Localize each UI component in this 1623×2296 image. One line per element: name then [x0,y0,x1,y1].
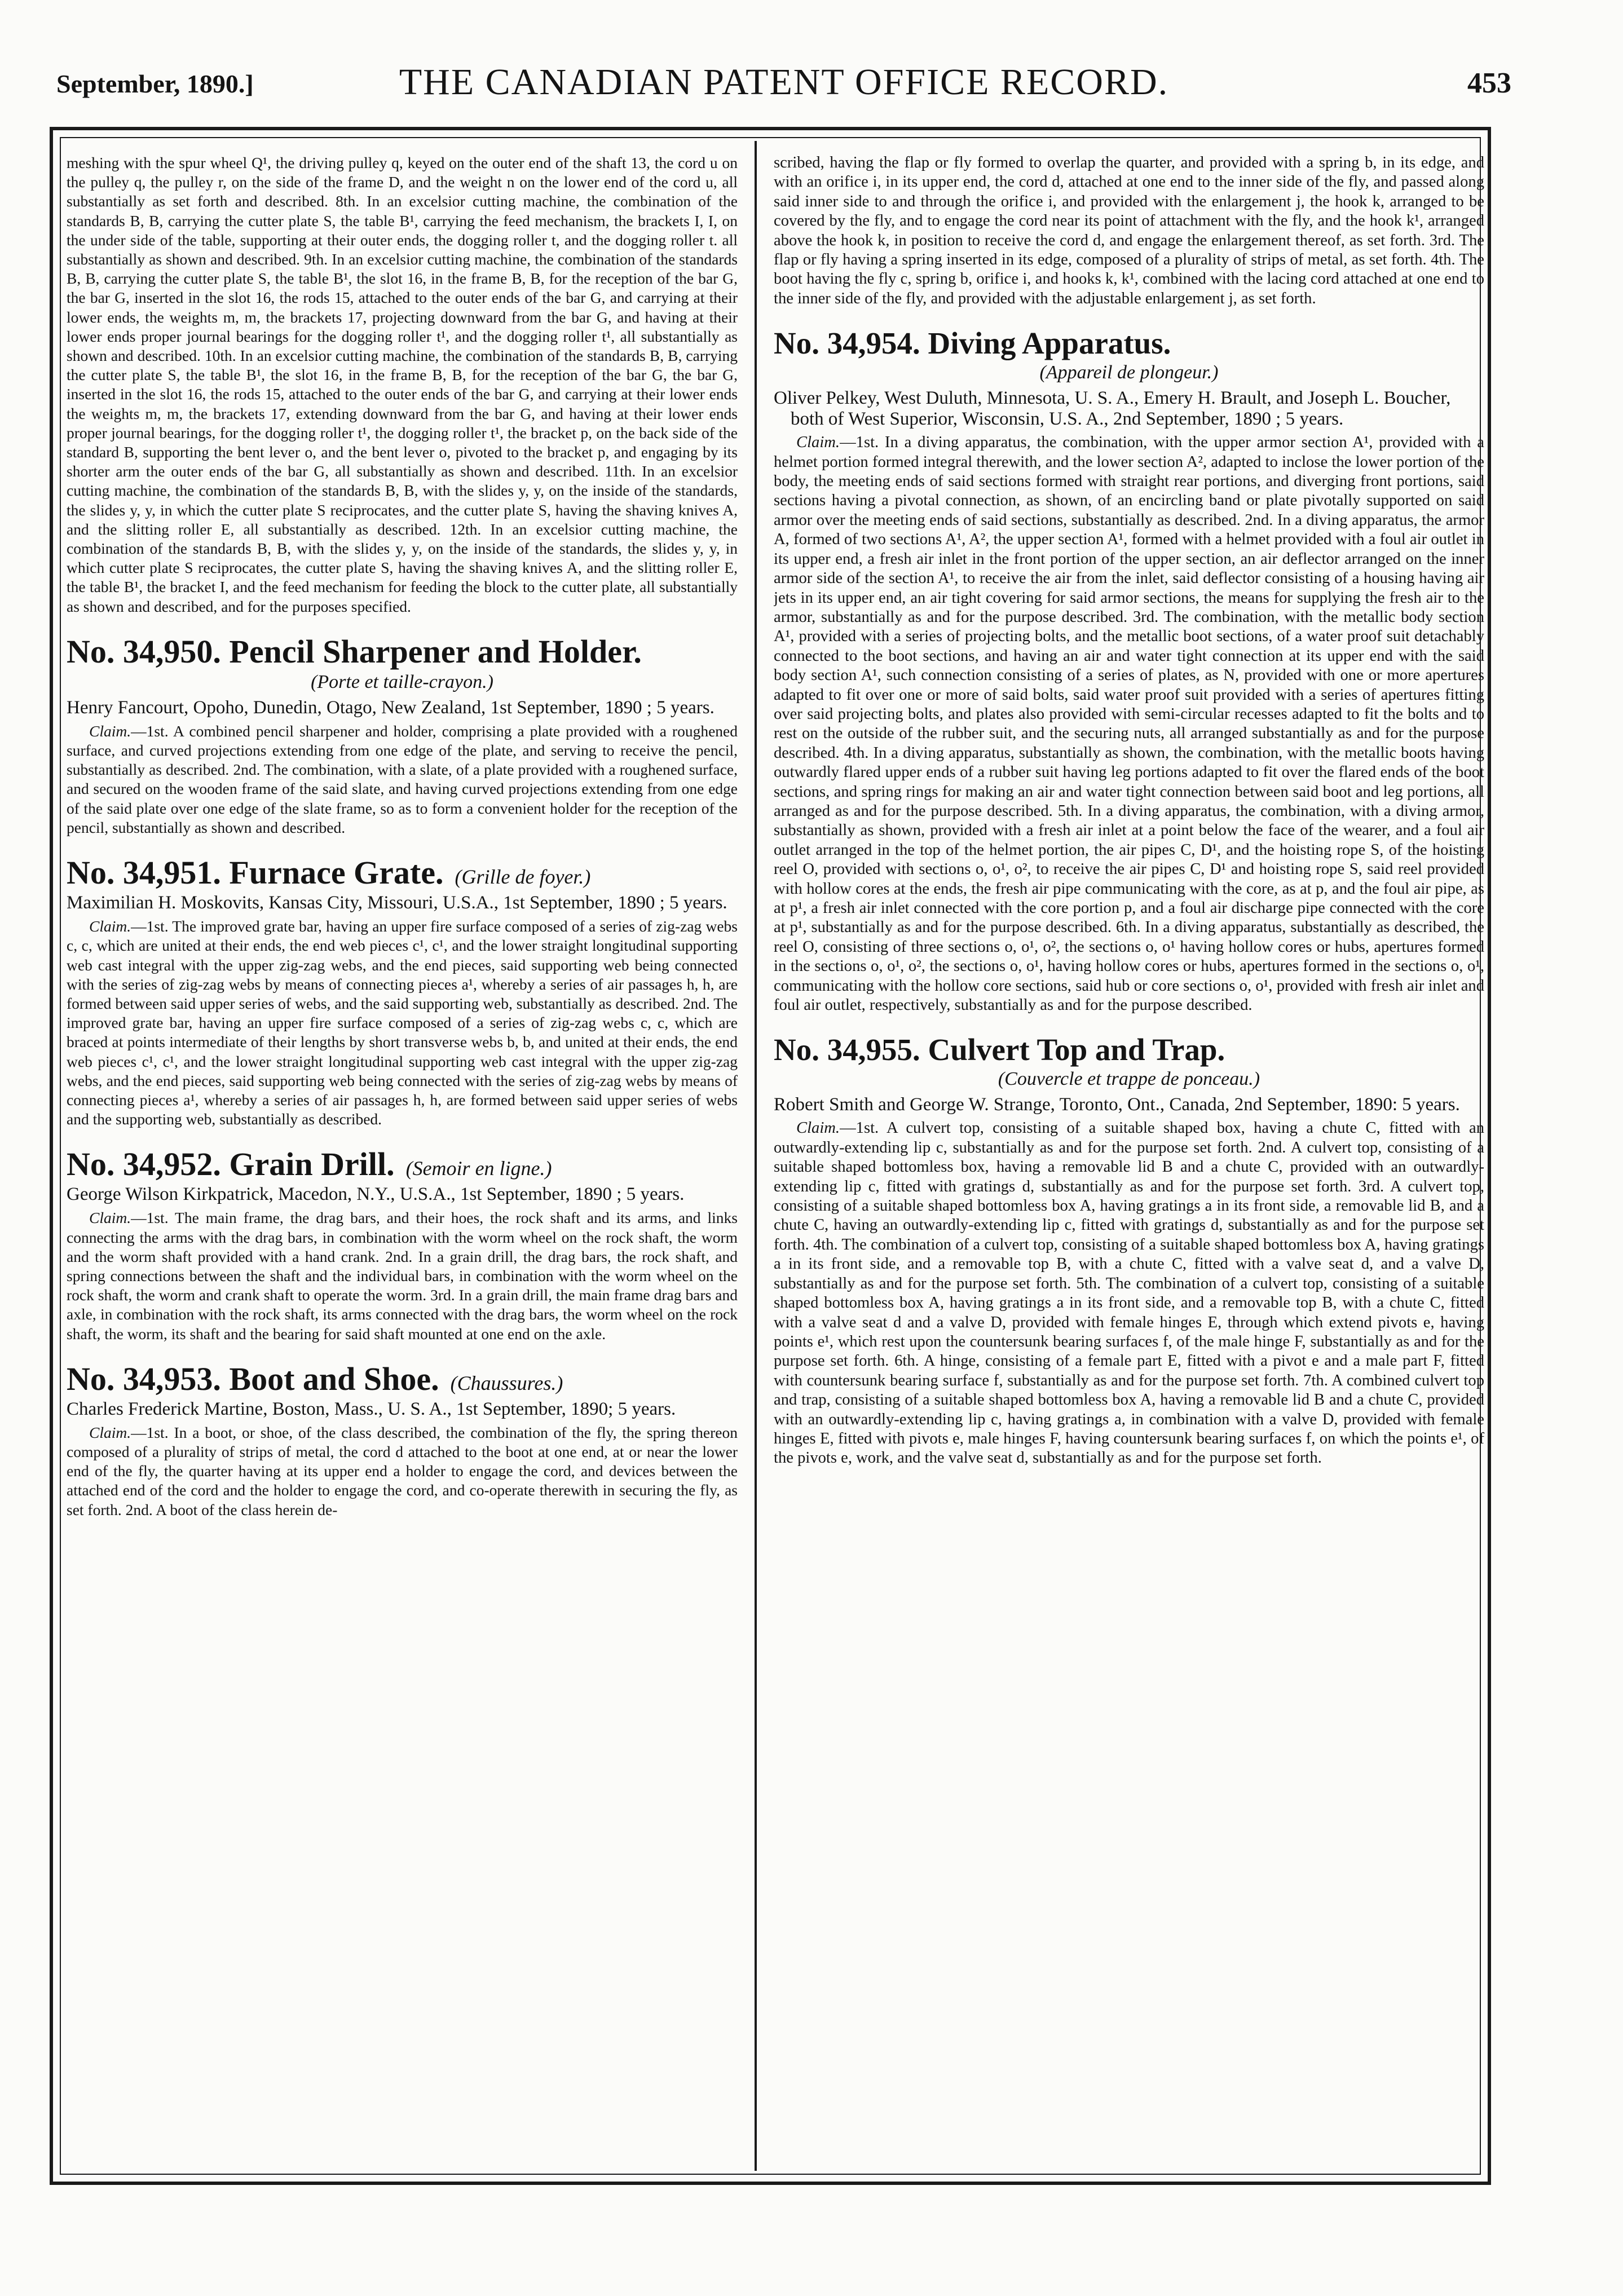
claims-text: —1st. The main frame, the drag bars, and their hoes, the rock shaft and its arms, and links connecting the arms with the drag bars, in combination with the worm wheel on the rock shaft, the worm and the worm shaft provided with a hand crank. 2nd. In a grain drill, the drag bars, the rock shaft, and spring connections between the shaft and the individual bars, in combination with the worm wheel on the rock shaft, the worm and crank shaft to operate the worm. 3rd. In a grain drill, the main frame drag bars and axle, in combination with the rock shaft, its arms connected with the drag bars, the worm wheel on the rock shaft, the worm, its shaft and the bearing for said shaft mounted at one end on the axle. [67,1209,738,1343]
patent-inventor: Henry Fancourt, Opoho, Dunedin, Otago, New Zealand, 1st September, 1890 ; 5 years. [67,697,715,718]
patent-french-title: (Chaussures.) [450,1371,563,1394]
publication-title: THE CANADIAN PATENT OFFICE RECORD. [399,61,1169,103]
patent-french-title: (Grille de foyer.) [455,866,591,889]
patent-inventor: Robert Smith and George W. Strange, Toronto, Ont., Canada, 2nd September, 1890: 5 years. [774,1094,1460,1115]
patent-french-title: (Appareil de plongeur.) [1039,362,1219,383]
claims-text: —1st. The improved grate bar, having an upper fire surface composed of a series of zig-zag webs c, c, which are united at their ends, the end web pieces c¹, c¹, and the lower straight longitudinal supporting web cast integral with the upper zig-zag webs, and the end pieces, said supporting web being connected with the series of zig-zag webs by means of connecting pieces a¹, whereby a series of air passages h, h, are formed between said upper series of webs, and the said supporting web, substantially as described. 2nd. The improved grate bar, having an upper fire surface composed of a series of zig-zag webs c, c, which are braced at points intermediate of their lengths by short transverse webs b, b, and united at their ends, the end web pieces c¹, c¹, and the lower straight longitudinal supporting web cast integral with the upper zig-zag webs, and the end pieces, said supporting web being connected with the series of zig-zag webs by means of connecting pieces a¹, whereby a series of air passages h, h, are formed between said upper series of webs and the supporting web, substantially as described. [67,917,738,1128]
continued-claims: scribed, having the flap or fly formed to overlap the quarter, and provided with a spring b, in its edge, and with an orifice i, in its upper end, the cord d, attached at one end to the inner side of the fly, and passed along said inner side to and through the orifice i, and provided with the enlargement j, the hook k, arranged to be covered by the fly, and to engage the cord near its point of attachment with the fly, and the hook k¹, arranged above the hook k, in position to receive the cord d, and engage the enlargement thereof, as set forth. 3rd. The flap or fly having a spring inserted in its edge, composed of a plurality of strips of metal, as set forth. 4th. The boot having the fly c, spring b, orifice i, and hooks k, k¹, combined with the lacing cord attached at one end to the inner side of the fly, and provided with the adjustable enlargement j, as set forth. [774,154,1484,307]
patent-title: No. 34,955. Culvert Top and Trap. [774,1032,1225,1067]
page-header [56,61,1511,112]
patent-title: No. 34,951. Furnace Grate. (Grille de foyer.) [67,854,591,891]
patent-inventor: Maximilian H. Moskovits, Kansas City, Missouri, U.S.A., 1st September, 1890 ; 5 years. [67,893,727,913]
issue-date: September, 1890.] [56,69,254,98]
patent-french-title: (Couvercle et trappe de ponceau.) [998,1068,1260,1090]
patent-inventor: George Wilson Kirkpatrick, Macedon, N.Y., U.S.A., 1st September, 1890 ; 5 years. [67,1184,685,1205]
claims-text: —1st. In a diving apparatus, the combination, with the upper armor section A¹, provided with a helmet portion formed integral therewith, and the lower section A², adapted to inclose the lower portion of the body, the meeting ends of said sections formed with straight rear portions, and diverging front portions, said sections having a pivotal connection, as shown, of an encircling band or plate pivotally supported on said armor over the meeting ends of said sections, substantially as described. 2nd. In a diving apparatus, the armor A, formed of two sections A¹, A², the upper section A¹, formed with a helmet provided with a foul air outlet in its upper end, a fresh air inlet in the front portion of the upper section, an air deflector arranged on the inner armor side of the section A¹, to receive the air from the inlet, said deflector consisting of a housing having air jets in its upper end, an air tight covering for said armor sections, the means for supplying the fresh air to the armor, substantially as and for the purpose described. 3rd. The combination, with the metallic body section A¹, provided with a series of projecting bolts, and the metallic boot sections, of a water proof suit detachably connected to the boot sections, and having an air and water tight connection at its upper end with the said body section A¹, such connection consisting of a series of plates, as N, provided with one or more apertures adapted to fit over one or more of said bolts, said water proof suit provided with a series of apertures fitting over said projecting bolts, and plates also provided with semi-circular recesses adapted to fit the bolts and to rest on the outside of the rubber suit, and the securing nuts, all arranged substantially as and for the purpose described. 4th. In a diving apparatus, substantially as shown, the combination, with the metallic boots having outwardly flared upper ends of a rubber suit having leg portions adapted to fit over the flared ends of the boot sections, and spring rings for making an air and water tight connection between said boot and leg portions, all arranged as and for the purpose described. 5th. In a diving apparatus, the combination, with a diving armor, substantially as shown, provided with a fresh air inlet at a point below the face of the wearer, and a foul air outlet arranged in the top of the helmet portion, the air pipes C, D¹, and the hoisting rope S, of the hoisting reel O, provided with sections o, o¹, o², to receive the air pipes C, D¹ and hoisting rope S, said reel provided with hollow cores at the ends, the fresh air pipe communicating with the core, as at p, and the foul air pipe, as at p¹, a fresh air inlet connected with the core portion p, and a foul air discharge pipe connected with the core at p¹, substantially as and for the purpose described. 6th. In a diving apparatus, substantially as described, the reel O, consisting of three sections o, o¹, o², the sections o, o¹ having hollow cores or hubs, apertures formed in the sections o, o¹, o², the sections o, o¹, having hollow cores or hubs, apertures formed in the sections o, o¹, communicating with the hollow core sections, said hub or core sections o, o¹, provided with fresh air inlet and foul air outlet, respectively, substantially as and for the purpose described. [774,434,1484,1014]
patent-entry [67,1360,738,1520]
patent-claims [67,917,738,1129]
claim-label: Claim. [89,1209,131,1227]
patent-inventor: Oliver Pelkey, West Duluth, Minnesota, U. S. A., Emery H. Brault, and Joseph L. Boucher, both of West Superior, Wisconsin, U.S. A., 2nd September, 1890 ; 5 years. [774,388,1451,430]
claims-text: —1st. A combined pencil sharpener and holder, comprising a plate provided with a roughened surface, and curved projections extending from one edge of the plate, and serving to receive the pencil, substantially as described. 2nd. The combination, with a slate, of a plate provided with a roughened surface, and secured on the wooden frame of the said slate, and having curved projections extending from one edge of the said plate over one edge of the slate frame, so as to form a convenient holder for the reception of the pencil, substantially as shown and described. [67,722,738,836]
patent-title: No. 34,952. Grain Drill. (Semoir en ligne.) [67,1146,552,1183]
patent-claims [774,433,1484,1015]
patent-claims [774,1119,1484,1468]
patent-entry [67,856,738,1129]
patent-french-title: (Semoir en ligne.) [405,1157,552,1180]
claim-label: Claim. [89,1423,131,1441]
page-number: 453 [1467,67,1511,99]
claim-label: Claim. [796,1119,840,1137]
patent-title: No. 34,953. Boot and Shoe. (Chaussures.) [67,1360,563,1397]
patent-claims [67,1423,738,1520]
patent-claims [67,1208,738,1343]
patent-entry [774,1034,1484,1468]
right-column [774,153,1484,2178]
patent-entry [67,1148,738,1343]
claim-label: Claim. [796,434,840,452]
claim-label: Claim. [89,917,131,935]
patent-entry [67,635,738,837]
left-column [67,153,738,2178]
patent-entry [774,328,1484,1015]
column-divider [755,141,757,2171]
claims-text: —1st. A culvert top, consisting of a suitable shaped box, having a chute C, fitted with an outwardly-extending lip c, substantially as and for the purpose set forth. 2nd. A culvert top, consisting of a suitable shaped bottomless box, having a removable lid B and a chute C, provided with an outwardly-extending lip c, fitted with gratings d, substantially as and for the purpose set forth. 3rd. A culvert top, consisting of a suitable shaped bottomless box A, having gratings a in its front side, a removable lid B, and a chute C, having an outwardly-extending lip c, fitted with gratings d, substantially as and for the purpose set forth. 4th. The combination of a culvert top, consisting of a suitable shaped bottomless box A, having gratings a in its front side, and a removable top B, with a chute C, fitted with a valve seat d, and a valve D, substantially as and for the purpose set forth. 5th. The combination of a culvert top, consisting of a suitable shaped bottomless box A, having gratings a in its front side, and a removable top B, with a chute C, fitted with a valve seat d and a valve D, provided with female hinges E, through which extend pivots e, having points e¹, which rest upon the countersunk bearing surfaces f, of the male hinge F, substantially as and for the purpose set forth. 6th. A hinge, consisting of a female part E, fitted with a pivot e and a male part F, fitted with countersunk bearing surface f, substantially as and for the purpose set forth. 7th. A combined culvert top and trap, consisting of a suitable shaped bottomless box A, having a removable lid B and a chute C, provided with an outwardly-extending lip c, having gratings a, in combination with a valve D, provided with female hinges E, fitted with pivots e, male hinges F, having countersunk bearing surfaces f, on which the points e¹, of the pivots e, work, and the valve seat d, substantially as and for the purpose set forth. [774,1119,1484,1467]
patent-inventor: Charles Frederick Martine, Boston, Mass., U. S. A., 1st September, 1890; 5 years. [67,1398,676,1419]
patent-title: No. 34,954. Diving Apparatus. [774,326,1171,361]
patent-french-title: (Porte et taille-crayon.) [311,671,493,692]
claims-text: —1st. In a boot, or shoe, of the class described, the combination of the fly, the spring thereon composed of a plurality of strips of metal, the cord d attached to the boot at one end, at or near the lower end of the fly, the quarter having at its upper end a holder to engage the cord, and devices between the attached end of the cord and the holder to engage the cord, and co-operate therewith in securing the fly, as set forth. 2nd. A boot of the class herein de- [67,1423,738,1518]
claim-label: Claim. [89,722,131,740]
patent-claims [67,722,738,837]
continued-claims: meshing with the spur wheel Q¹, the driving pulley q, keyed on the outer end of the shaft 13, the cord u on the pulley q, the pulley r, on the side of the frame D, and the weight n on the lower end of the cord u, all substantially as set forth and described. 8th. In an excelsior cutting machine, the combination of the standards B, B, carrying the cutter plate S, the table B¹, carrying the feed mechanism, the brackets I, I, on the under side of the table, supporting at their outer ends, the dogging roller t, and the dogging roller t. all substantially as shown and described. 9th. In an excelsior cutting machine, the combination of the standards B, B, carrying the cutter plate S, the table B¹, the slot 16, in the frame B, B, for the reception of the bar G, the bar G, inserted in the slot 16, the rods 15, attached to the outer ends of the bar G, and carrying at their lower ends, the weights m, m, the brackets 17, projecting downward from the bar G, and having at their lower ends proper journal bearings for the dogging roller t¹, and the dogging roller t¹, all substantially as shown and described. 10th. In an excelsior cutting machine, the combination of the standards B, B, carrying the cutter plate S, the table B¹, the slot 16, in the frame B, B, for the reception of the bar G, the bar G, inserted in the slot 16, the rods 15, attached to the outer ends of the bar G, and carrying at their lower ends the weights m, m, the brackets 17, extending downward from the bar G, and having at their lower ends proper journal bearings, for the dogging roller t¹, the dogging roller t¹, the bracket p, on the back side of the standard B, supporting the bent lever o, and the bent lever o, pivoted to the bracket p, and engaging by its shorter arm the outer ends of the bar G, all substantially as shown and described. 11th. In an excelsior cutting machine, the combination of the standards B, B, with the slides y, y, on the inside of the standards, the slides y, y, in which the cutter plate S reciprocates, and the cutter plate S, having the shaving knives A, and the slitting roller E, all substantially as described. 12th. In an excelsior cutting machine, the combination of the standards B, B, with the slides y, y, on the inside of the standards, the slides y, y, in which cutter plate S reciprocates, the cutter plate S, having the shaving knives A, and the slitting roller E, the table B¹, the bracket I, and the feed mechanism for feeding the block to the cutter plate, all substantially as shown and described, and for the purposes specified. [67,154,738,615]
patent-title: No. 34,950. Pencil Sharpener and Holder. [67,633,642,670]
